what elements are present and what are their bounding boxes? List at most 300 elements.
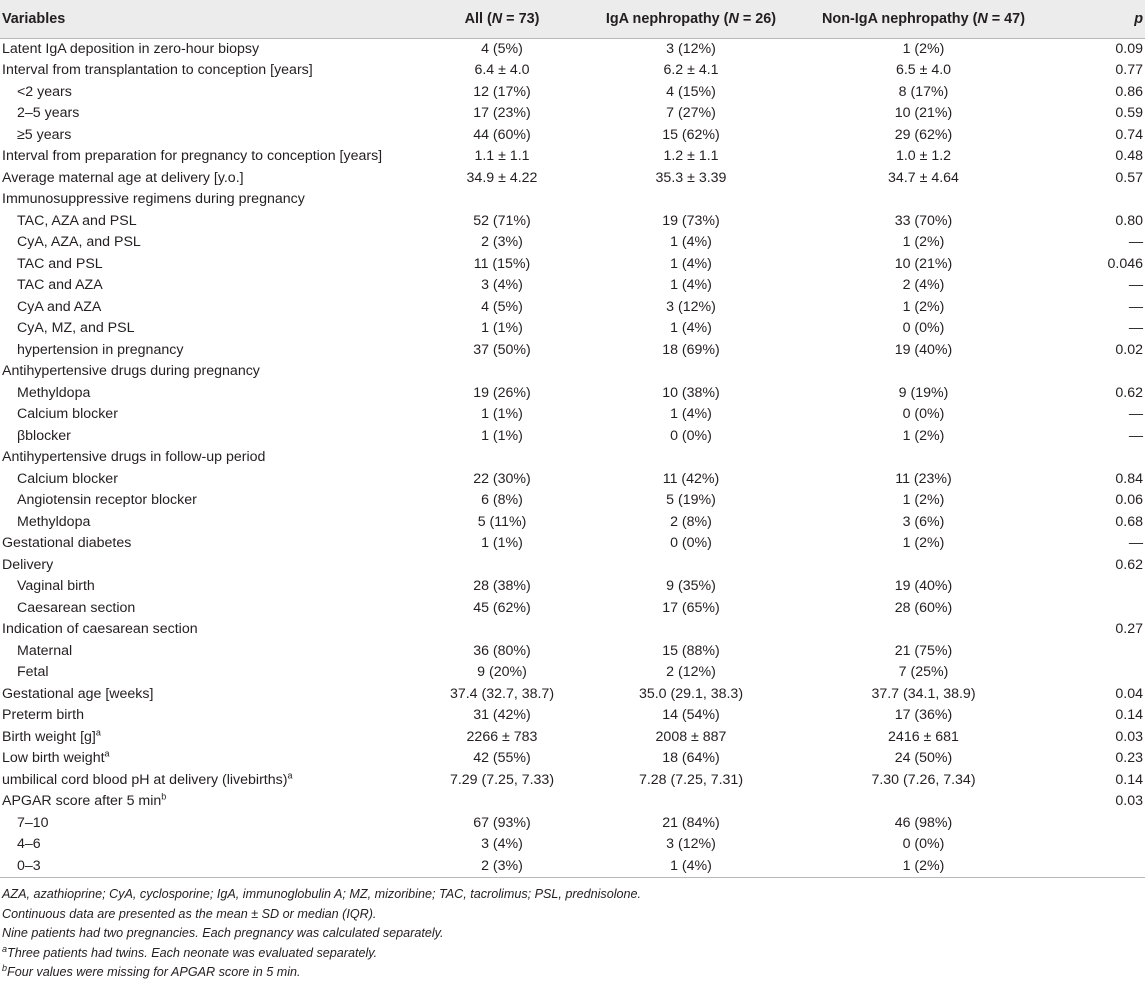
table-row (0, 361, 1145, 383)
table-row (0, 82, 1145, 104)
table-row (0, 748, 1145, 770)
cell-p-value: 0.77 (1115, 62, 1143, 78)
cell-non-iga: 1.0 ± 1.2 (895, 148, 952, 164)
cell-non-iga: 19 (40%) (894, 341, 953, 358)
variable-label: Vaginal birth (17, 578, 95, 594)
cell-non-iga: 1 (2%) (902, 234, 945, 250)
cell-non-iga (796, 619, 1051, 641)
footnote-text: Continuous data are presented as the mean ± SD or median (IQR). (2, 906, 377, 921)
cell-all: 37.4 (32.7, 38.7) (449, 685, 555, 702)
cell-non-iga: 37.7 (34.1, 38.9) (871, 685, 976, 702)
cell-iga: 4 (15%) (666, 83, 716, 100)
footnote-text: Four values were missing for APGAR score in 5 min. (7, 965, 301, 980)
table-row (0, 684, 1145, 706)
cell-iga: 7.28 (7.25, 7.31) (638, 771, 744, 788)
footnote-marker: a (95, 726, 101, 737)
cell-variable (0, 619, 418, 641)
table-row (0, 232, 1145, 254)
cell-non-iga: 1 (2%) (902, 492, 945, 508)
variable-label: Indication of caesarean section (2, 621, 198, 637)
cell-iga: 1 (4%) (670, 320, 712, 336)
variable-label: Interval from transplantation to conception [years] (2, 62, 313, 78)
cell-iga: 3 (12%) (666, 836, 716, 852)
cell-variable (0, 146, 418, 168)
variable-label: 0–3 (17, 857, 41, 874)
cell-iga: 19 (73%) (662, 212, 720, 229)
footnote-marker: a (104, 748, 110, 759)
cell-p-value: 0.57 (1115, 169, 1143, 186)
cell-non-iga: 7.30 (7.26, 7.34) (871, 771, 976, 788)
cell-all (418, 189, 586, 211)
cell-non-iga: 0 (0%) (902, 406, 945, 422)
header-iga (586, 0, 796, 38)
variable-label: Gestational diabetes (2, 535, 132, 551)
cell-iga: 10 (38%) (662, 384, 720, 401)
header-all-n: N (491, 10, 503, 27)
cell-non-iga (796, 189, 1051, 211)
cell-variable (0, 60, 418, 82)
cell-non-iga: 33 (70%) (894, 212, 953, 229)
cell-variable (0, 82, 418, 104)
cell-p-value: 0.68 (1115, 513, 1143, 530)
cell-iga: 11 (42%) (662, 470, 720, 487)
cell-p-value: 0.27 (1115, 621, 1143, 637)
table-row (0, 125, 1145, 147)
variable-label: Gestational age [weeks] (2, 685, 154, 702)
cell-all: 9 (20%) (477, 664, 527, 680)
cell-all: 4 (5%) (481, 40, 523, 57)
table-row (0, 705, 1145, 727)
header-non-iga-suffix: = 47) (987, 10, 1025, 27)
cell-variable (0, 469, 418, 491)
cell-p-value (1051, 576, 1145, 598)
variable-label: hypertension in pregnancy (17, 341, 184, 358)
variable-label: CyA, MZ, and PSL (17, 320, 135, 336)
cell-p-value: — (1128, 277, 1143, 293)
variable-label: TAC, AZA and PSL (17, 212, 137, 229)
cell-p-value: 0.03 (1115, 728, 1143, 745)
cell-all: 1 (1%) (481, 320, 523, 336)
cell-iga: 35.3 ± 3.39 (655, 169, 727, 186)
cell-all: 2266 ± 783 (466, 728, 538, 745)
cell-all: 17 (23%) (473, 105, 531, 121)
table-row (0, 211, 1145, 233)
cell-iga: 35.0 (29.1, 38.3) (638, 685, 744, 702)
cell-all (418, 619, 586, 641)
cell-non-iga: 2 (4%) (902, 277, 945, 293)
cell-non-iga: 1 (2%) (902, 40, 945, 57)
cell-all: 4 (5%) (481, 298, 523, 315)
table-row (0, 318, 1145, 340)
cell-p-value: 0.23 (1115, 750, 1143, 766)
table-row (0, 469, 1145, 491)
cell-non-iga: 6.5 ± 4.0 (895, 62, 952, 78)
cell-non-iga (796, 555, 1051, 577)
cell-non-iga (796, 361, 1051, 383)
cell-non-iga: 9 (19%) (898, 384, 949, 401)
cell-non-iga: 2416 ± 681 (888, 728, 959, 745)
table-row (0, 254, 1145, 276)
cell-iga: 2008 ± 887 (655, 728, 727, 745)
cell-non-iga: 8 (17%) (898, 83, 949, 100)
cell-iga: 1.2 ± 1.1 (663, 148, 719, 164)
cell-variable (0, 361, 418, 383)
cell-variable (0, 684, 418, 706)
cell-iga: 7 (27%) (666, 105, 716, 121)
footnote-marker: a (2, 943, 8, 954)
cell-variable (0, 125, 418, 147)
cell-p-value: 0.59 (1115, 105, 1143, 121)
table-body (0, 38, 1145, 878)
variable-label: APGAR score after 5 min (2, 793, 162, 809)
footnote-marker: b (161, 791, 167, 802)
variable-label: Maternal (17, 642, 73, 659)
cell-p-value: 0.046 (1107, 255, 1143, 272)
cell-non-iga: 29 (62%) (894, 126, 953, 143)
cell-all: 19 (26%) (473, 384, 531, 401)
cell-non-iga: 46 (98%) (894, 814, 953, 831)
cell-non-iga: 17 (36%) (894, 707, 953, 723)
variable-label: Birth weight [g] (2, 728, 96, 745)
cell-all: 1 (1%) (481, 535, 523, 551)
cell-variable (0, 770, 418, 792)
cell-variable (0, 641, 418, 663)
header-all (418, 0, 586, 38)
table-row (0, 275, 1145, 297)
cell-all: 6.4 ± 4.0 (474, 62, 530, 78)
header-non-iga-n: N (977, 10, 988, 27)
header-all-prefix: All ( (464, 10, 492, 27)
cell-iga: 17 (65%) (662, 599, 720, 616)
table-row (0, 38, 1145, 60)
cell-iga (586, 447, 796, 469)
cell-non-iga: 24 (50%) (894, 750, 953, 766)
header-iga-n: N (728, 10, 739, 27)
footnote-marker: a (287, 769, 293, 780)
cell-iga: 2 (8%) (670, 513, 712, 530)
cell-p-value: 0.09 (1115, 40, 1143, 57)
cell-non-iga: 21 (75%) (894, 642, 953, 659)
header-non-iga-prefix: Non-IgA nephropathy ( (822, 10, 978, 27)
header-iga-prefix: IgA nephropathy ( (605, 10, 729, 27)
cell-non-iga: 7 (25%) (898, 664, 949, 680)
variable-label: ≥5 years (17, 126, 72, 143)
table-row (0, 168, 1145, 190)
cell-p-value: 0.04 (1115, 685, 1143, 702)
header-all-suffix: = 73) (502, 10, 540, 27)
cell-p-value: 0.84 (1115, 470, 1143, 487)
cell-variable (0, 705, 418, 727)
cell-all: 34.9 ± 4.22 (466, 169, 538, 186)
variable-label: βblocker (17, 427, 71, 444)
cell-variable (0, 447, 418, 469)
cell-non-iga (796, 791, 1051, 813)
cell-all: 67 (93%) (473, 814, 531, 831)
cell-all: 5 (11%) (477, 513, 527, 530)
cell-iga (586, 189, 796, 211)
cell-p-value: 0.14 (1115, 771, 1143, 788)
cell-variable (0, 813, 418, 835)
table-row (0, 598, 1145, 620)
cell-iga: 3 (12%) (666, 298, 716, 315)
cell-variable (0, 232, 418, 254)
cell-non-iga (796, 447, 1051, 469)
table-row (0, 791, 1145, 813)
cell-variable (0, 275, 418, 297)
cell-p-value (1051, 598, 1145, 620)
cell-p-value: 0.14 (1115, 707, 1143, 723)
table-row (0, 727, 1145, 749)
variable-label: Calcium blocker (17, 406, 118, 422)
cell-iga: 21 (84%) (662, 814, 720, 831)
cell-all: 1 (1%) (481, 427, 523, 444)
cell-non-iga: 1 (2%) (902, 427, 945, 444)
table-row (0, 404, 1145, 426)
cell-non-iga: 0 (0%) (902, 320, 945, 336)
cell-p-value: 0.48 (1115, 148, 1143, 164)
cell-iga: 15 (88%) (662, 642, 720, 659)
cell-iga: 6.2 ± 4.1 (663, 62, 719, 78)
cell-iga: 18 (64%) (662, 750, 720, 766)
header-p-text: p (1134, 10, 1143, 27)
cell-p-value: — (1128, 535, 1143, 551)
cell-variable (0, 834, 418, 856)
variable-label: Average maternal age at delivery [y.o.] (2, 169, 244, 186)
cell-all: 6 (8%) (481, 492, 523, 508)
table-footnotes (0, 885, 1145, 983)
cell-iga: 1 (4%) (670, 234, 712, 250)
cell-variable (0, 38, 418, 60)
table-row (0, 146, 1145, 168)
cell-all: 28 (38%) (473, 578, 531, 594)
cell-variable (0, 211, 418, 233)
cell-variable (0, 297, 418, 319)
variable-label: CyA, AZA, and PSL (17, 234, 141, 250)
cell-variable (0, 512, 418, 534)
variable-label: Immunosuppressive regimens during pregnancy (2, 191, 305, 207)
cell-iga: 1 (4%) (670, 255, 712, 272)
cell-iga: 15 (62%) (662, 126, 720, 143)
variable-label: Angiotensin receptor blocker (17, 492, 197, 508)
cell-p-value: — (1128, 320, 1143, 336)
table-row (0, 447, 1145, 469)
header-p (1051, 0, 1145, 38)
variable-label: Calcium blocker (17, 470, 118, 487)
cell-variable (0, 103, 418, 125)
cell-p-value: 0.80 (1115, 212, 1143, 229)
cell-all (418, 361, 586, 383)
variable-label: Delivery (2, 556, 54, 573)
cell-p-value: — (1128, 427, 1143, 444)
cell-p-value: — (1128, 234, 1143, 250)
cell-non-iga: 10 (21%) (894, 255, 953, 272)
cell-variable (0, 189, 418, 211)
variable-label: 7–10 (17, 814, 49, 831)
cell-p-value (1051, 856, 1145, 878)
variable-label: Latent IgA deposition in zero-hour biopsy (2, 40, 260, 57)
cell-variable (0, 340, 418, 362)
cell-all: 37 (50%) (473, 341, 531, 358)
cell-variable (0, 533, 418, 555)
footnote (2, 885, 1145, 905)
table-header (0, 0, 1145, 38)
table-row (0, 813, 1145, 835)
cell-all: 22 (30%) (473, 470, 531, 487)
header-variables: Variables (0, 0, 418, 38)
footnote-marker: b (2, 963, 8, 974)
cell-variable (0, 748, 418, 770)
variable-label: <2 years (17, 83, 72, 100)
variable-label: 4–6 (17, 836, 41, 852)
cell-iga: 14 (54%) (662, 707, 720, 723)
cell-all: 45 (62%) (473, 599, 531, 616)
variable-label: Methyldopa (17, 384, 91, 401)
table-row (0, 426, 1145, 448)
footnote (2, 963, 1145, 983)
cell-p-value (1051, 361, 1145, 383)
cell-variable (0, 555, 418, 577)
cell-iga: 18 (69%) (662, 341, 720, 358)
table-row (0, 512, 1145, 534)
cell-iga: 9 (35%) (666, 578, 716, 594)
cell-p-value: 0.74 (1115, 126, 1143, 143)
table-row (0, 103, 1145, 125)
cell-all (418, 447, 586, 469)
cell-p-value: 0.86 (1115, 83, 1143, 100)
variable-label: umbilical cord blood pH at delivery (livebirths) (2, 771, 288, 788)
cell-p-value (1051, 447, 1145, 469)
cell-variable (0, 727, 418, 749)
cell-non-iga: 11 (23%) (895, 470, 952, 487)
variable-label: Low birth weight (2, 750, 105, 766)
cell-p-value (1051, 189, 1145, 211)
cell-non-iga: 1 (2%) (902, 298, 945, 315)
table-row (0, 834, 1145, 856)
cell-p-value: 0.02 (1115, 341, 1143, 358)
variable-label: Caesarean section (17, 599, 136, 616)
variable-label: CyA and AZA (17, 298, 102, 315)
cell-all: 1 (1%) (481, 406, 523, 422)
cell-iga: 1 (4%) (670, 277, 712, 293)
table-row (0, 340, 1145, 362)
cell-iga (586, 619, 796, 641)
cell-p-value: 0.62 (1115, 556, 1143, 573)
table-row (0, 533, 1145, 555)
cell-variable (0, 791, 418, 813)
cell-variable (0, 598, 418, 620)
footnote (2, 944, 1145, 964)
cell-variable (0, 383, 418, 405)
footnote-text: Three patients had twins. Each neonate was evaluated separately. (7, 945, 378, 960)
cell-all: 7.29 (7.25, 7.33) (449, 771, 555, 788)
cell-all: 12 (17%) (473, 83, 531, 100)
cell-p-value: — (1128, 406, 1143, 422)
cell-all: 11 (15%) (473, 255, 531, 272)
cell-iga: 0 (0%) (670, 535, 712, 551)
cell-variable (0, 576, 418, 598)
header-row (0, 0, 1145, 38)
footnote (2, 905, 1145, 925)
table-row (0, 490, 1145, 512)
cell-iga: 1 (4%) (586, 856, 796, 878)
cell-variable (0, 318, 418, 340)
cell-non-iga: 19 (40%) (894, 578, 953, 594)
cell-all: 52 (71%) (473, 212, 531, 229)
footnote-text: AZA, azathioprine; CyA, cyclosporine; IgA, immunoglobulin A; MZ, mizoribine; TAC, tacrolimus; PSL, prednisolone. (2, 887, 642, 901)
table-row (0, 770, 1145, 792)
table-row (0, 856, 1145, 878)
cell-all: 3 (4%) (481, 836, 523, 852)
cell-non-iga: 34.7 ± 4.64 (888, 169, 959, 186)
cell-all: 31 (42%) (473, 707, 531, 723)
header-iga-suffix: = 26) (738, 10, 777, 27)
cell-p-value (1051, 641, 1145, 663)
table-row (0, 383, 1145, 405)
cell-p-value (1051, 813, 1145, 835)
header-non-iga (796, 0, 1051, 38)
cell-all (418, 555, 586, 577)
table-row (0, 619, 1145, 641)
cell-non-iga: 28 (60%) (894, 599, 953, 616)
variable-label: Antihypertensive drugs during pregnancy (2, 363, 260, 379)
footnote-text: Nine patients had two pregnancies. Each pregnancy was calculated separately. (2, 926, 444, 941)
variable-label: Interval from preparation for pregnancy to conception [years] (2, 148, 383, 164)
cell-iga (586, 555, 796, 577)
variable-label: Preterm birth (2, 707, 84, 723)
cell-variable (0, 404, 418, 426)
variable-label: Methyldopa (17, 513, 91, 530)
cell-iga: 1 (4%) (670, 406, 712, 422)
table-row (0, 297, 1145, 319)
variable-label: Antihypertensive drugs in follow-up period (2, 449, 266, 465)
cell-iga (586, 791, 796, 813)
cell-all: 2 (3%) (418, 856, 586, 878)
table-row (0, 189, 1145, 211)
cell-variable (0, 490, 418, 512)
cell-iga: 2 (12%) (666, 664, 716, 680)
cell-all: 42 (55%) (473, 750, 531, 766)
cell-non-iga: 10 (21%) (894, 105, 953, 121)
cell-all: 1.1 ± 1.1 (474, 148, 530, 164)
table-row (0, 576, 1145, 598)
cell-p-value (1051, 834, 1145, 856)
cell-non-iga: 0 (0%) (902, 836, 945, 852)
cell-iga: 3 (12%) (666, 40, 716, 57)
table-row (0, 60, 1145, 82)
cell-all: 36 (80%) (473, 642, 531, 659)
cell-non-iga: 1 (2%) (902, 535, 945, 551)
variable-label: Fetal (17, 664, 49, 680)
variable-label: TAC and AZA (17, 277, 103, 293)
cell-p-value: 0.62 (1115, 384, 1143, 401)
cell-variable (0, 662, 418, 684)
cell-p-value: 0.06 (1115, 492, 1143, 508)
cell-variable (0, 426, 418, 448)
cell-iga (586, 361, 796, 383)
cell-all: 2 (3%) (481, 234, 523, 250)
cell-variable (0, 254, 418, 276)
cell-iga: 5 (19%) (666, 492, 716, 508)
footnote (2, 924, 1145, 944)
variable-label: 2–5 years (17, 105, 80, 121)
cell-iga: 0 (0%) (670, 427, 712, 444)
cell-all: 44 (60%) (473, 126, 531, 143)
cell-variable (0, 168, 418, 190)
cell-p-value: — (1128, 298, 1143, 315)
cell-non-iga: 1 (2%) (796, 856, 1051, 878)
table-row (0, 555, 1145, 577)
cell-p-value: 0.03 (1115, 793, 1143, 809)
